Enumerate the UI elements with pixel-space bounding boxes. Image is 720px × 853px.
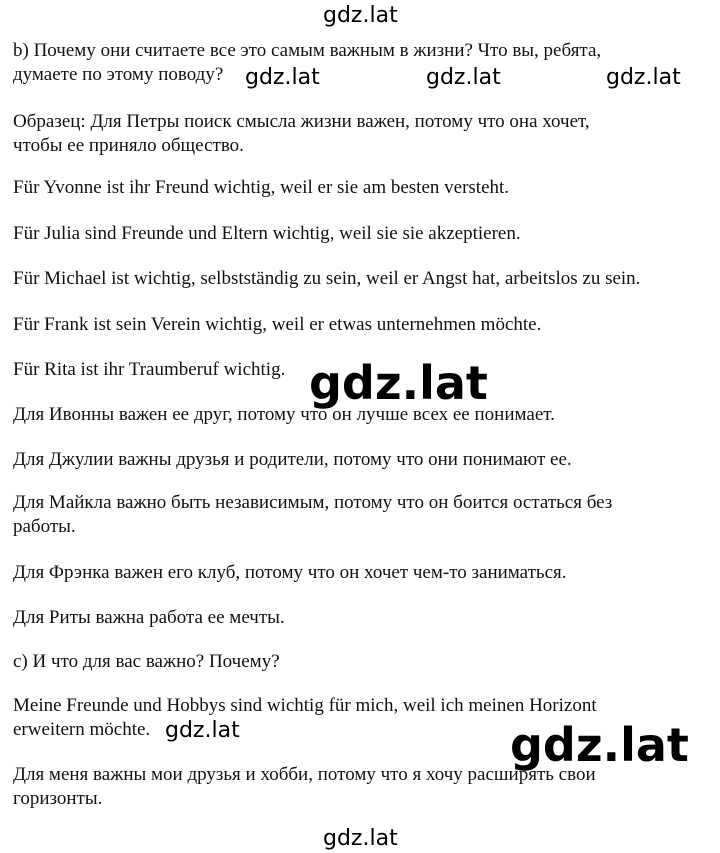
answer-russian-line-1: Для меня важны мои друзья и хобби, потому что я хочу расширять свои xyxy=(13,764,596,785)
answer-german-line-2: erweitern möchte. xyxy=(13,719,151,740)
german-rita: Für Rita ist ihr Traumberuf wichtig. xyxy=(13,359,286,380)
german-julia: Für Julia sind Freunde und Eltern wichtig, weil sie sie akzeptieren. xyxy=(13,223,521,244)
russian-yvonne: Для Ивонны важен ее друг, потому что он лучше всех ее понимает. xyxy=(13,404,555,425)
answer-german-line-1: Meine Freunde und Hobbys sind wichtig für mich, weil ich meinen Horizont xyxy=(13,695,597,716)
watermark-lower-big: gdz.lat xyxy=(510,718,689,772)
russian-michael xyxy=(13,491,703,539)
question-c: c) И что для вас важно? Почему? xyxy=(13,651,280,672)
watermark-top: gdz.lat xyxy=(323,3,398,28)
watermark-center-big: gdz.lat xyxy=(309,356,488,410)
russian-frank: Для Фрэнка важен его клуб, потому что он хочет чем-то заниматься. xyxy=(13,562,567,583)
sample-line-2: чтобы ее приняло общество. xyxy=(13,135,244,156)
german-frank: Für Frank ist sein Verein wichtig, weil er etwas unternehmen möchte. xyxy=(13,314,542,335)
watermark-row-left: gdz.lat xyxy=(245,65,320,90)
german-yvonne: Für Yvonne ist ihr Freund wichtig, weil er sie am besten versteht. xyxy=(13,177,510,198)
russian-julia: Для Джулии важны друзья и родители, потому что они понимают ее. xyxy=(13,449,572,470)
answer-russian-line-2: горизонты. xyxy=(13,788,103,809)
question-b-line-1: b) Почему они считаете все это самым важным в жизни? Что вы, ребята, xyxy=(13,40,602,61)
sample-answer xyxy=(13,110,703,158)
german-michael: Für Michael ist wichtig, selbstständig zu sein, weil er Angst hat, arbeitslos zu sein. xyxy=(13,268,641,289)
answer-russian xyxy=(13,763,703,811)
watermark-row-right: gdz.lat xyxy=(606,65,681,90)
russian-rita: Для Риты важна работа ее мечты. xyxy=(13,607,285,628)
watermark-row-middle: gdz.lat xyxy=(426,65,501,90)
russian-michael-line-2: работы. xyxy=(13,516,76,537)
question-b xyxy=(13,39,703,90)
russian-michael-line-1: Для Майкла важно быть независимым, потому что он боится остаться без xyxy=(13,492,613,513)
watermark-lower-small: gdz.lat xyxy=(165,718,240,743)
watermark-bottom: gdz.lat xyxy=(323,826,398,851)
question-b-line-2: думаете по этому поводу? xyxy=(13,64,224,85)
sample-line-1: Образец: Для Петры поиск смысла жизни важен, потому что она хочет, xyxy=(13,111,590,132)
